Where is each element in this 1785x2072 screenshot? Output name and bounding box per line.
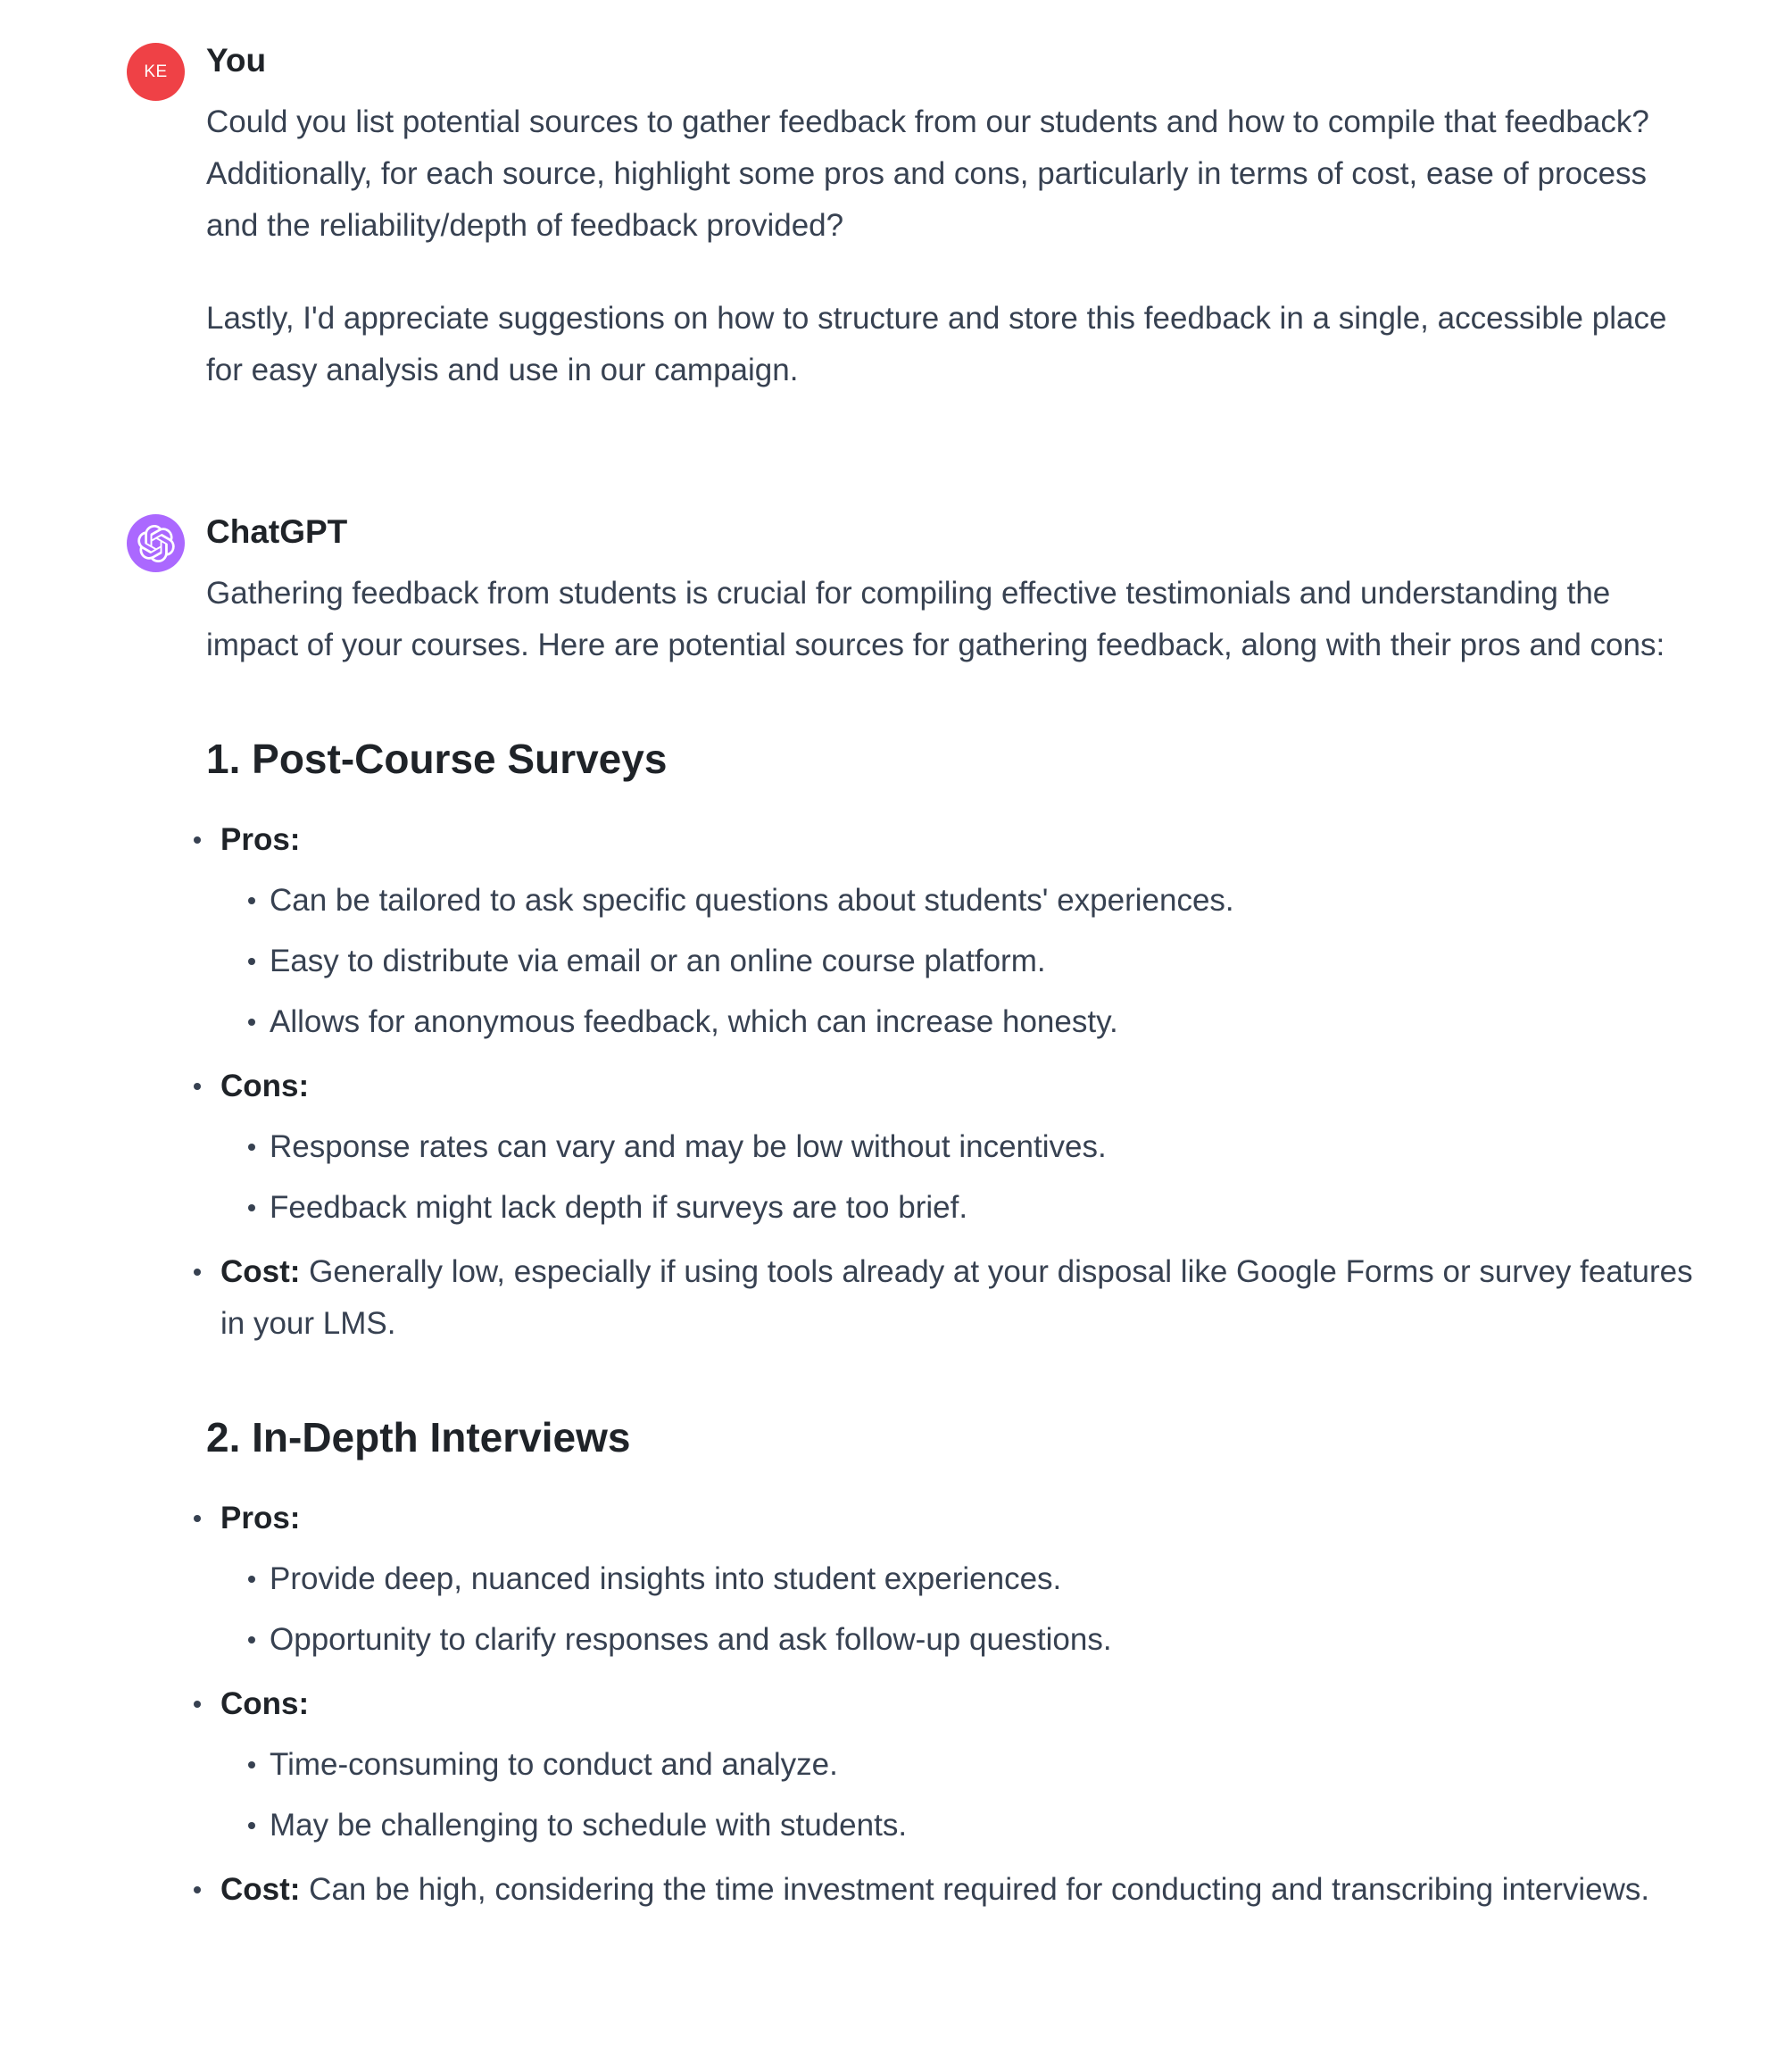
list-item: May be challenging to schedule with students.: [220, 1800, 1697, 1851]
openai-flower-icon: [137, 525, 175, 562]
cons-label: Cons:: [220, 1686, 310, 1721]
cost-label: Cost:: [220, 1872, 301, 1907]
section-list: [206, 1493, 1697, 1916]
section-heading: 1. Post-Course Surveys: [206, 736, 668, 782]
pros-list: [220, 1553, 1697, 1666]
list-item: Allows for anonymous feedback, which can increase honesty.: [220, 996, 1697, 1048]
user-message-content: [206, 39, 1697, 396]
assistant-message: [127, 511, 1705, 1926]
pros-item: [206, 814, 1697, 1048]
list-item: Can be tailored to ask specific questions about students' experiences.: [220, 875, 1697, 927]
section-heading: 2. In-Depth Interviews: [206, 1414, 631, 1460]
pros-label: Pros:: [220, 1501, 301, 1535]
pros-label: Pros:: [220, 822, 301, 857]
cons-list: [220, 1121, 1697, 1234]
cost-text: Generally low, especially if using tools already at your disposal like Google Forms or survey features in your LMS.: [220, 1254, 1693, 1341]
list-item: Opportunity to clarify responses and ask follow-up questions.: [220, 1614, 1697, 1666]
list-item: Time-consuming to conduct and analyze.: [220, 1739, 1697, 1791]
cons-item: [206, 1678, 1697, 1851]
assistant-message-content: [206, 511, 1697, 1926]
cost-label: Cost:: [220, 1254, 301, 1289]
list-item: Provide deep, nuanced insights into student experiences.: [220, 1553, 1697, 1605]
user-avatar: [127, 43, 185, 101]
cons-item: [206, 1061, 1697, 1234]
cons-list: [220, 1739, 1697, 1851]
user-paragraph: Could you list potential sources to gather feedback from our students and how to compile that feedback? Additionally, for each source, highlight some pros and cons, particularly in terms of cost, ease of process and the reliability/depth of feedback provided?: [206, 104, 1649, 243]
list-item: Feedback might lack depth if surveys are too brief.: [220, 1182, 1697, 1234]
chatgpt-avatar: [127, 514, 185, 572]
list-item: Response rates can vary and may be low without incentives.: [220, 1121, 1697, 1173]
section-list: [206, 814, 1697, 1350]
list-item: Easy to distribute via email or an online course platform.: [220, 936, 1697, 987]
pros-item: [206, 1493, 1697, 1666]
pros-list: [220, 875, 1697, 1048]
assistant-intro: Gathering feedback from students is crucial for compiling effective testimonials and understanding the impact of your courses. Here are potential sources for gathering feedback, along with their pros and cons:: [206, 576, 1665, 662]
cost-item: [206, 1864, 1697, 1916]
cons-label: Cons:: [220, 1069, 310, 1103]
user-avatar-initials: KE: [144, 62, 168, 81]
cost-text: Can be high, considering the time investment required for conducting and transcribing interviews.: [309, 1872, 1650, 1907]
user-message: [127, 39, 1705, 396]
user-sender-name: You: [206, 42, 267, 79]
user-paragraph: Lastly, I'd appreciate suggestions on how to structure and store this feedback in a single, accessible place for easy analysis and use in our campaign.: [206, 301, 1667, 387]
cost-item: [206, 1246, 1697, 1350]
assistant-sender-name: ChatGPT: [206, 513, 348, 550]
